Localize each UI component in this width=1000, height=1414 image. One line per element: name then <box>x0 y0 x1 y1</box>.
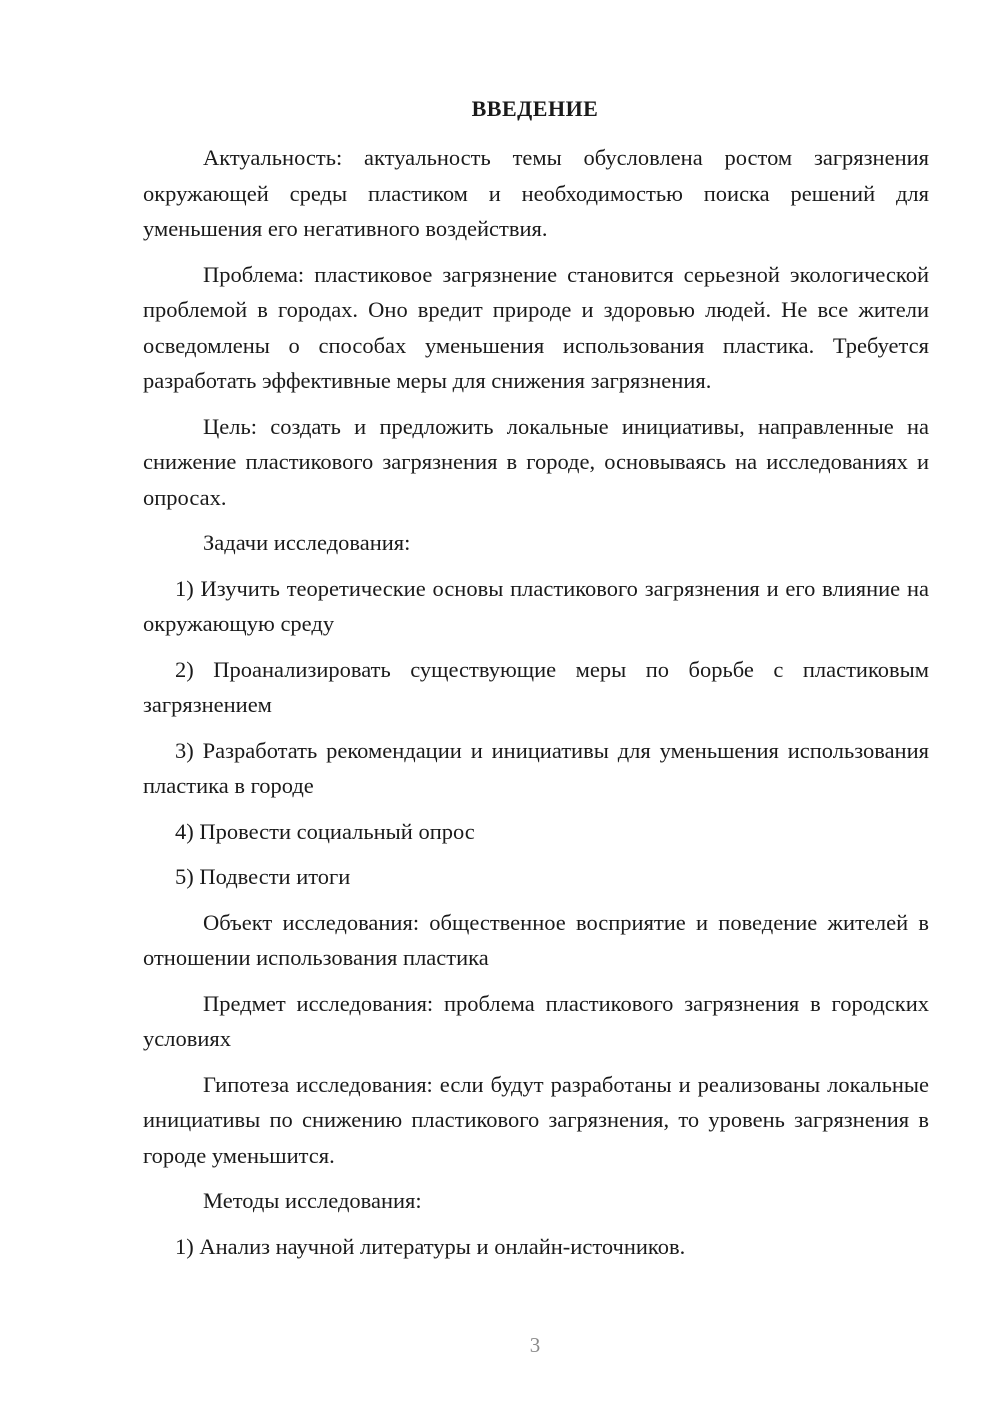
paragraph-subject: Предмет исследования: проблема пластикового загрязнения в городских условиях <box>143 990 929 1051</box>
methods-heading: Методы исследования: <box>203 1188 422 1213</box>
tasks-heading: Задачи исследования: <box>203 530 411 555</box>
task-item: 4) Провести социальный опрос <box>175 818 475 844</box>
paragraph-relevance: Актуальность: актуальность темы обусловлена ростом загрязнения окружающей среды пластиком и необходимостью поиска решений для уменьшения его негативного воздействия. <box>143 145 929 241</box>
method-item: 1) Анализ научной литературы и онлайн-источников. <box>175 1233 686 1259</box>
paragraph-goal: Цель: создать и предложить локальные инициативы, направленные на снижение пластикового загрязнения в городе, основываясь на исследованиях и опросах. <box>143 413 929 510</box>
task-item: 2) Проанализировать существующие меры по борьбе с пластиковым загрязнением <box>143 656 929 717</box>
page-title: ВВЕДЕНИЕ <box>471 96 599 121</box>
task-item: 5) Подвести итоги <box>175 864 351 889</box>
paragraph-object: Объект исследования: общественное восприятие и поведение жителей в отношении использования пластика <box>143 909 929 970</box>
paragraph-hypothesis: Гипотеза исследования: если будут разработаны и реализованы локальные инициативы по снижению пластикового загрязнения, то уровень загрязнения в городе уменьшится. <box>143 1071 929 1168</box>
task-item: 1) Изучить теоретические основы пластикового загрязнения и его влияние на окружающую среду <box>143 575 929 636</box>
task-item: 3) Разработать рекомендации и инициативы для уменьшения использования пластика в городе <box>143 737 929 798</box>
body-text <box>143 140 929 1274</box>
page-number: 3 <box>529 1333 541 1357</box>
paragraph-problem: Проблема: пластиковое загрязнение становится серьезной экологической проблемой в городах. Оно вредит природе и здоровью людей. Не все жители осведомлены о способах уменьшения использования пластика. Требуется разработать эффективные меры для снижения загрязнения. <box>143 261 929 393</box>
